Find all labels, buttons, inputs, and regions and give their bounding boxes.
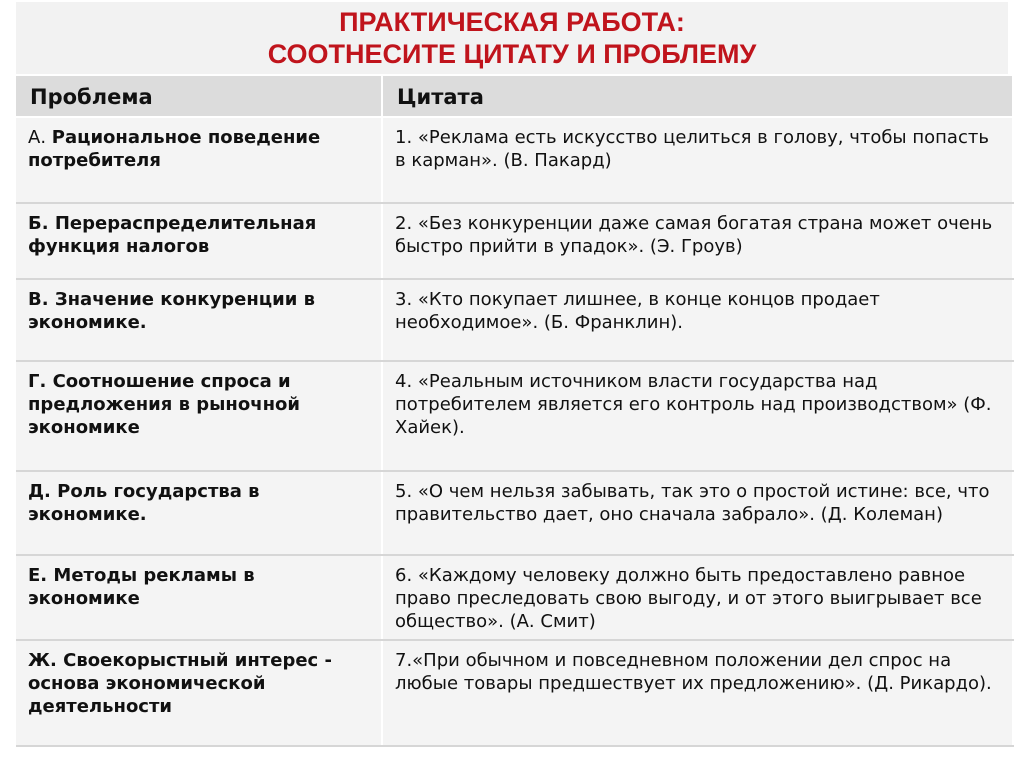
quote-cell: 5. «О чем нельзя забывать, так это о простой истине: все, что правительство дает, оно сначала забрало». (Д. Колеман) — [382, 471, 1013, 555]
quote-cell: 7.«При обычном и повседневном положении дел спрос на любые товары предшествует их предложению». (Д. Рикардо). — [382, 640, 1013, 746]
table-row — [16, 203, 1013, 279]
table-row — [16, 117, 1013, 203]
table-row — [16, 361, 1013, 471]
problem-cell: В. Значение конкуренции в экономике. — [16, 279, 382, 361]
quote-cell: 6. «Каждому человеку должно быть предоставлено равное право преследовать свою выгоду, и от этого выигрывает все общество». (А. Смит) — [382, 555, 1013, 640]
header-quote: Цитата — [382, 76, 1013, 117]
problem-cell — [16, 117, 382, 203]
problem-text: Рациональное поведение потребителя — [28, 127, 321, 171]
quote-cell: 4. «Реальным источником власти государства над потребителем является его контроль над производством» (Ф. Хайек). — [382, 361, 1013, 471]
problem-cell: Б. Перераспределительная функция налогов — [16, 203, 382, 279]
quote-cell: 3. «Кто покупает лишнее, в конце концов продает необходимое». (Б. Франклин). — [382, 279, 1013, 361]
matching-table — [16, 76, 1014, 747]
title-line-2: СООТНЕСИТЕ ЦИТАТУ И ПРОБЛЕМУ — [267, 39, 757, 69]
table-row — [16, 471, 1013, 555]
problem-cell: Г. Соотношение спроса и предложения в рыночной экономике — [16, 361, 382, 471]
problem-cell: Д. Роль государства в экономике. — [16, 471, 382, 555]
header-problem: Проблема — [16, 76, 382, 117]
table-header-row — [16, 76, 1013, 117]
table-row — [16, 279, 1013, 361]
problem-cell: Е. Методы рекламы в экономике — [16, 555, 382, 640]
table-row — [16, 555, 1013, 640]
slide-title — [16, 6, 1008, 70]
quote-cell: 2. «Без конкуренции даже самая богатая страна может очень быстро прийти в упадок». (Э. Гроув) — [382, 203, 1013, 279]
title-line-1: ПРАКТИЧЕСКАЯ РАБОТА: — [339, 7, 685, 37]
quote-cell: 1. «Реклама есть искусство целиться в голову, чтобы попасть в карман». (В. Пакард) — [382, 117, 1013, 203]
problem-cell: Ж. Своекорыстный интерес - основа экономической деятельности — [16, 640, 382, 746]
problem-letter: А. — [28, 127, 52, 148]
table-row — [16, 640, 1013, 746]
